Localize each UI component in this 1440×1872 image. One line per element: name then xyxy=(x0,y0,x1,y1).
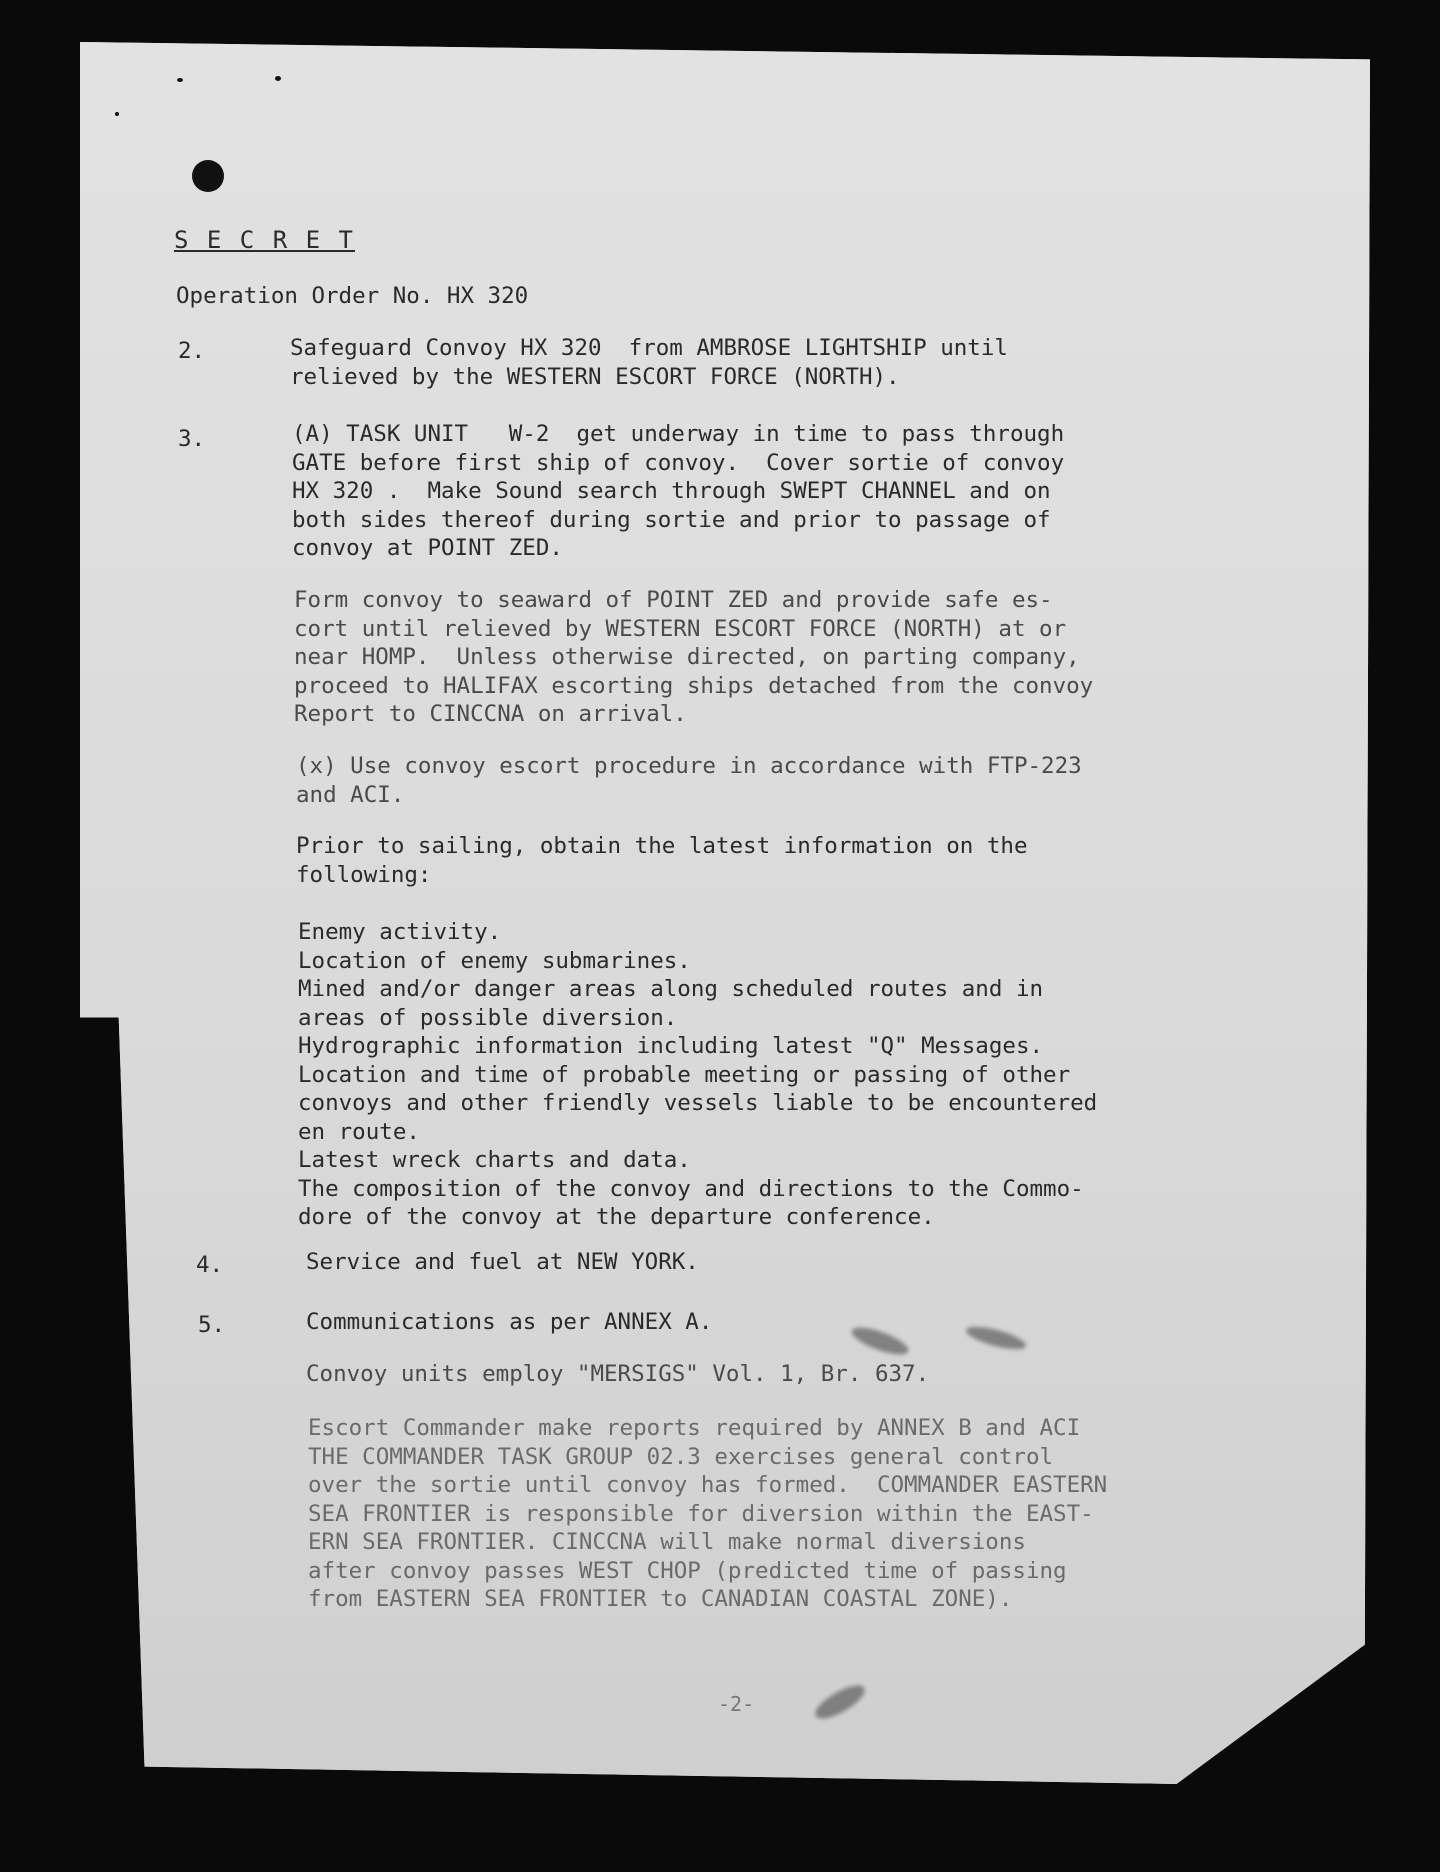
text-line: following: xyxy=(296,861,432,888)
speck xyxy=(275,76,281,81)
text-line: near HOMP. Unless otherwise directed, on parting company, xyxy=(294,644,1080,670)
text-line: Prior to sailing, obtain the latest information on the xyxy=(296,833,1028,859)
list-item: en route. xyxy=(298,1118,420,1145)
text-line: cort until relieved by WESTERN ESCORT FORCE (NORTH) at or xyxy=(294,615,1067,642)
paragraph-3a xyxy=(292,420,1064,563)
paragraph-number: 2. xyxy=(178,338,206,364)
list-item: dore of the convoy at the departure conference. xyxy=(298,1204,935,1230)
text-line: GATE before first ship of convoy. Cover sortie of convoy xyxy=(292,449,1065,476)
speck xyxy=(177,78,183,82)
paragraph-escort-commander xyxy=(308,1414,1107,1614)
list-item: convoys and other friendly vessels liable to be encountered xyxy=(298,1090,1098,1116)
list-item: The composition of the convoy and directions to the Commo- xyxy=(298,1175,1084,1202)
text-line: from EASTERN SEA FRONTIER to CANADIAN COASTAL ZONE). xyxy=(308,1586,1013,1612)
information-list xyxy=(298,918,1097,1232)
list-item: Hydrographic information including latest "Q" Messages. xyxy=(298,1033,1044,1059)
paragraph-number: 4. xyxy=(196,1252,224,1278)
text-line: HX 320 . Make Sound search through SWEPT CHANNEL and on xyxy=(292,478,1051,504)
text-line: (A) TASK UNIT W-2 get underway in time to pass through xyxy=(292,421,1065,447)
text-line: convoy at POINT ZED. xyxy=(292,535,563,561)
list-item: Location and time of probable meeting or passing of other xyxy=(298,1061,1071,1088)
paragraph-escort-procedure xyxy=(296,752,1082,809)
text-line: over the sortie until convoy has formed. COMMANDER EASTERN xyxy=(308,1472,1108,1498)
text-line: and ACI. xyxy=(296,781,405,808)
text-line: Service and fuel at NEW YORK. xyxy=(306,1249,699,1275)
list-item: Mined and/or danger areas along scheduled routes and in xyxy=(298,976,1044,1002)
text-line: Convoy units employ "MERSIGS" Vol. 1, Br. 637. xyxy=(306,1361,930,1387)
text-line: ERN SEA FRONTIER. CINCCNA will make normal diversions xyxy=(308,1529,1026,1555)
text-line: (x) Use convoy escort procedure in accordance with FTP-223 xyxy=(296,753,1082,779)
order-title: Operation Order No. HX 320 xyxy=(176,283,529,309)
paragraph-2 xyxy=(290,334,1008,391)
text-line: after convoy passes WEST CHOP (predicted time of passing xyxy=(308,1557,1067,1584)
text-line: proceed to HALIFAX escorting ships detached from the convoy xyxy=(294,672,1094,699)
paragraph-mersigs xyxy=(306,1360,929,1389)
text-line: Escort Commander make reports required by ANNEX B and ACI xyxy=(308,1415,1081,1441)
list-item: Enemy activity. xyxy=(298,919,502,945)
classification-heading: S E C R E T xyxy=(174,226,355,254)
punch-hole xyxy=(192,160,224,192)
text-line: Safeguard Convoy HX 320 from AMBROSE LIGHTSHIP until xyxy=(290,335,1008,361)
list-item: Latest wreck charts and data. xyxy=(298,1147,691,1173)
speck xyxy=(115,112,119,116)
page-number: -2- xyxy=(718,1692,755,1716)
text-line: Report to CINCCNA on arrival. xyxy=(294,701,687,727)
text-line: SEA FRONTIER is responsible for diversion within the EAST- xyxy=(308,1500,1094,1527)
text-line: THE COMMANDER TASK GROUP 02.3 exercises general control xyxy=(308,1443,1054,1470)
text-line: both sides thereof during sortie and prior to passage of xyxy=(292,506,1051,533)
list-item: areas of possible diversion. xyxy=(298,1004,678,1031)
paragraph-prior-sailing xyxy=(296,832,1028,889)
text-line: Form convoy to seaward of POINT ZED and provide safe es- xyxy=(294,587,1053,613)
paragraph-4 xyxy=(306,1248,699,1277)
paragraph-number: 3. xyxy=(178,426,206,452)
list-item: Location of enemy submarines. xyxy=(298,947,691,974)
text-line: Communications as per ANNEX A. xyxy=(306,1309,713,1335)
paragraph-form-convoy xyxy=(294,586,1093,729)
text-line: relieved by the WESTERN ESCORT FORCE (NORTH). xyxy=(290,363,900,390)
paragraph-5 xyxy=(306,1308,712,1337)
paragraph-number: 5. xyxy=(198,1312,226,1338)
